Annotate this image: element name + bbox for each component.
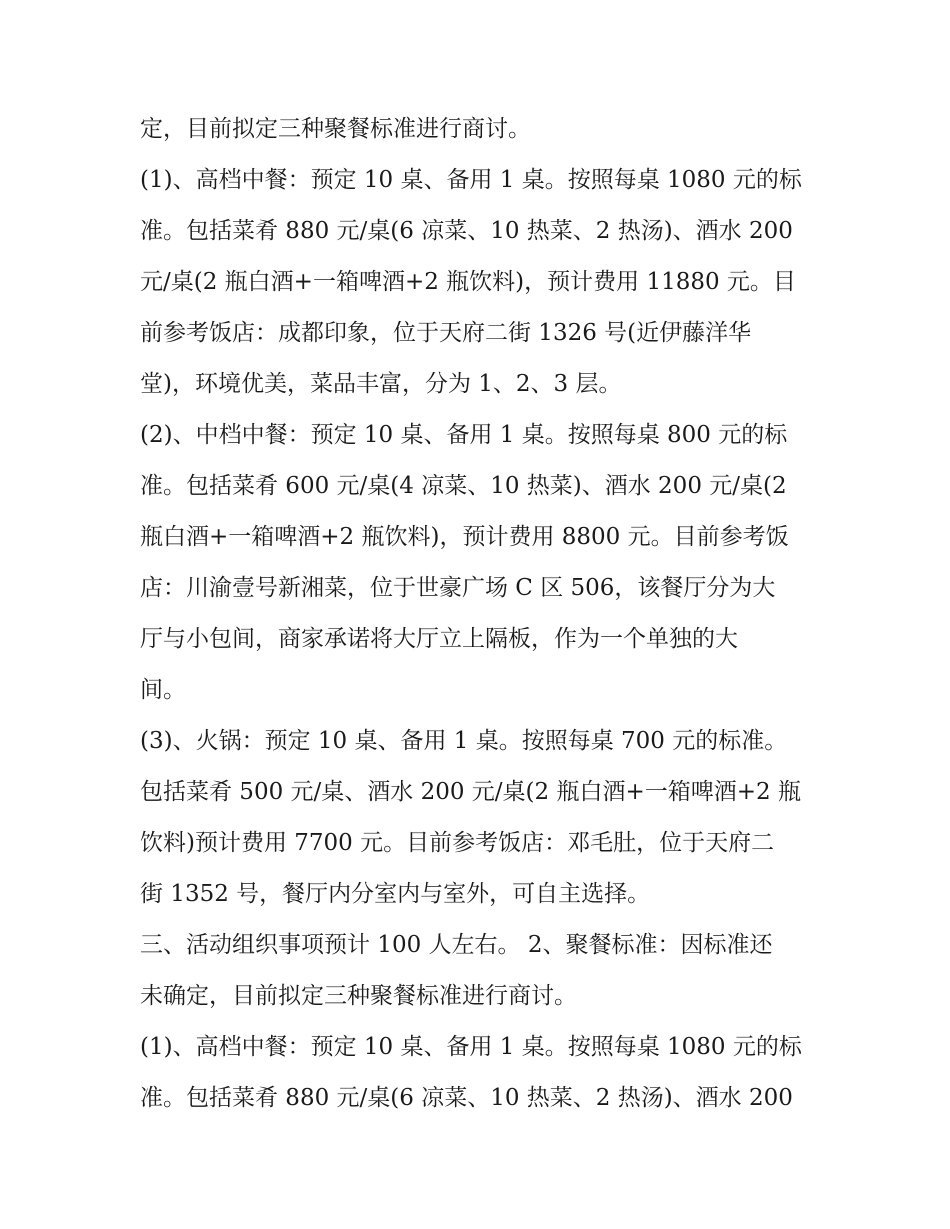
- text-line: 厅与小包间，商家承诺将大厅立上隔板，作为一个单独的大: [140, 626, 738, 652]
- text-line: 定，目前拟定三种聚餐标准进行商讨。: [140, 116, 531, 142]
- text-line: 饮料)预计费用 7700 元。目前参考饭店：邓毛肚，位于天府二: [140, 830, 775, 856]
- text-line: 瓶白酒+一箱啤酒+2 瓶饮料)，预计费用 8800 元。目前参考饭: [140, 524, 789, 550]
- text-line: 准。包括菜肴 880 元/桌(6 凉菜、10 热菜、2 热汤)、酒水 200: [140, 218, 793, 244]
- text-line: (2)、中档中餐：预定 10 桌、备用 1 桌。按照每桌 800 元的标: [140, 422, 788, 448]
- text-line: (1)、高档中餐：预定 10 桌、备用 1 桌。按照每桌 1080 元的标: [140, 167, 802, 193]
- text-line: 包括菜肴 500 元/桌、酒水 200 元/桌(2 瓶白酒+一箱啤酒+2 瓶: [140, 779, 801, 805]
- text-line: 店：川渝壹号新湘菜，位于世豪广场 C 区 506，该餐厅分为大: [140, 575, 776, 601]
- text-line: (3)、火锅：预定 10 桌、备用 1 桌。按照每桌 700 元的标准。: [140, 728, 788, 754]
- text-line: 前参考饭店：成都印象，位于天府二街 1326 号(近伊藤洋华: [140, 320, 752, 346]
- text-line: 元/桌(2 瓶白酒+一箱啤酒+2 瓶饮料)，预计费用 11880 元。目: [140, 269, 796, 295]
- text-line: (1)、高档中餐：预定 10 桌、备用 1 桌。按照每桌 1080 元的标: [140, 1034, 802, 1060]
- text-line: 准。包括菜肴 880 元/桌(6 凉菜、10 热菜、2 热汤)、酒水 200: [140, 1085, 793, 1111]
- text-line: 堂)，环境优美，菜品丰富，分为 1、2、3 层。: [140, 371, 622, 397]
- text-line: 街 1352 号，餐厅内分室内与室外，可自主选择。: [140, 881, 651, 907]
- text-line: 间。: [140, 677, 186, 703]
- text-line: 三、活动组织事项预计 100 人左右。 2、聚餐标准：因标准还: [140, 932, 773, 958]
- text-line: 准。包括菜肴 600 元/桌(4 凉菜、10 热菜)、酒水 200 元/桌(2: [140, 473, 787, 499]
- text-line: 未确定，目前拟定三种聚餐标准进行商讨。: [140, 983, 577, 1009]
- document-body: [140, 104, 820, 1124]
